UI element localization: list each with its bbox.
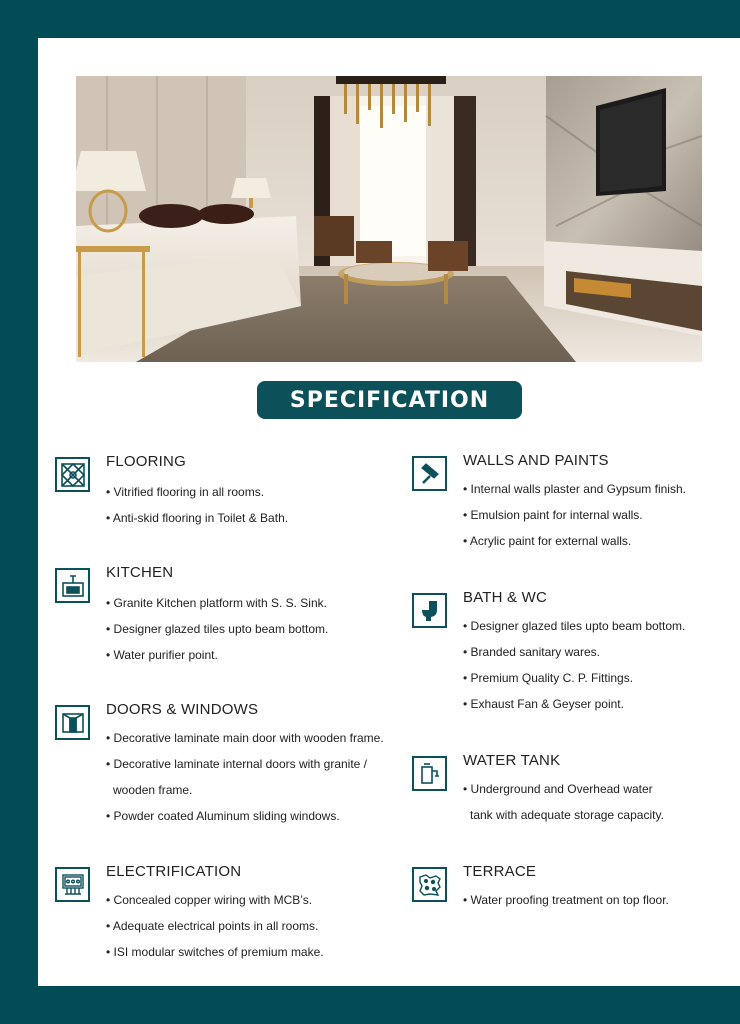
list-item: • Anti-skid flooring in Toilet & Bath.: [106, 505, 288, 531]
toilet-icon: [412, 593, 447, 628]
kitchen-sink-icon: [55, 568, 90, 603]
list-item: • Concealed copper wiring with MCB’s.: [106, 887, 324, 913]
water-tank-icon: [412, 756, 447, 791]
list-item: • Exhaust Fan & Geyser point.: [463, 691, 685, 717]
list-item: • Vitrified flooring in all rooms.: [106, 479, 288, 505]
walls-paints-heading: WALLS AND PAINTS: [463, 452, 609, 469]
list-item: • Water purifier point.: [106, 642, 328, 668]
floor-tile-icon: [55, 457, 90, 492]
window-icon: [55, 705, 90, 740]
list-item: • Designer glazed tiles upto beam bottom.: [106, 616, 328, 642]
list-item: • Designer glazed tiles upto beam bottom.: [463, 613, 685, 639]
flooring-heading: FLOORING: [106, 453, 186, 470]
list-item: • Underground and Overhead water: [463, 776, 664, 802]
list-item: • Decorative laminate internal doors with granite /: [106, 751, 384, 777]
list-item: • Branded sanitary wares.: [463, 639, 685, 665]
list-item: • Water proofing treatment on top floor.: [463, 887, 669, 913]
paint-roller-icon: [412, 456, 447, 491]
list-item: • Powder coated Aluminum sliding windows.: [106, 803, 384, 829]
list-item: • Granite Kitchen platform with S. S. Sink.: [106, 590, 328, 616]
terrace-heading: TERRACE: [463, 863, 537, 880]
list-item: wooden frame.: [113, 783, 193, 797]
kitchen-heading: KITCHEN: [106, 564, 174, 581]
water-tank-heading: WATER TANK: [463, 752, 561, 769]
bath-wc-heading: BATH & WC: [463, 589, 548, 606]
doors-windows-heading: DOORS & WINDOWS: [106, 701, 259, 718]
list-item: • ISI modular switches of premium make.: [106, 939, 324, 965]
waterproofing-icon: [412, 867, 447, 902]
content-sheet: [38, 38, 740, 986]
electrification-heading: ELECTRIFICATION: [106, 863, 242, 880]
specification-title: SPECIFICATION: [257, 381, 522, 419]
list-item: • Premium Quality C. P. Fittings.: [463, 665, 685, 691]
list-item: • Internal walls plaster and Gypsum finish.: [463, 476, 686, 502]
list-item: • Adequate electrical points in all rooms.: [106, 913, 324, 939]
list-item: tank with adequate storage capacity.: [470, 808, 664, 822]
switchboard-icon: [55, 867, 90, 902]
list-item: • Emulsion paint for internal walls.: [463, 502, 686, 528]
list-item: • Acrylic paint for external walls.: [463, 528, 686, 554]
living-room-photo: [76, 76, 702, 362]
list-item: • Decorative laminate main door with wooden frame.: [106, 725, 384, 751]
